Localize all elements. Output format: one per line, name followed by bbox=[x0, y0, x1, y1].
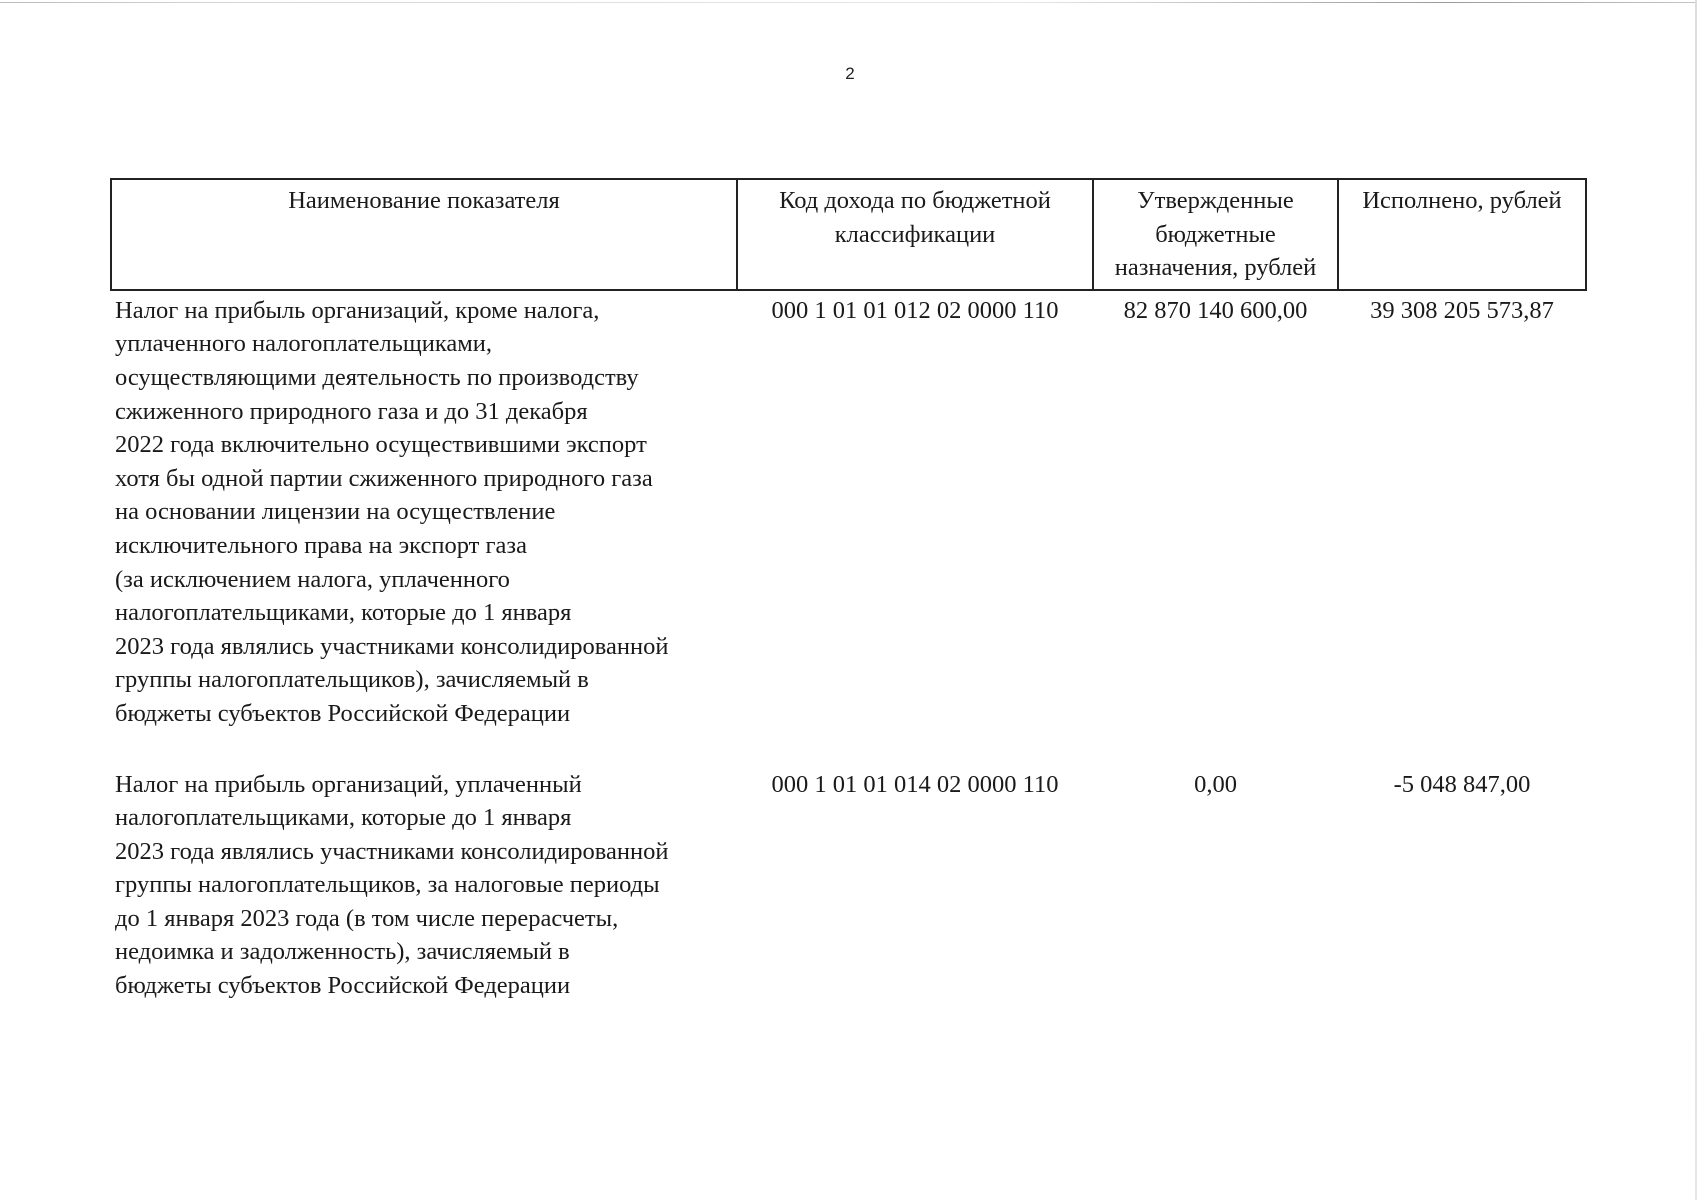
header-executed: Исполнено, рублей bbox=[1338, 179, 1586, 290]
table-row bbox=[111, 290, 1586, 765]
indicator-name: Налог на прибыль организаций, кроме налога, уплаченного налогоплательщиками, осуществляющими деятельность по производству сжиженного природного газа и до 31 декабря 2022 года включительно осуществившими экспорт хотя бы одной партии сжиженного природного газа на основании лицензии на осуществление исключительного права на экспорт газа (за исключением налога, уплаченного налогоплательщиками, которые до 1 января 2023 года являлись участниками консолидированной группы налогоплательщиков), зачисляемый в бюджеты субъектов Российской Федерации bbox=[115, 296, 669, 727]
executed-amount: 39 308 205 573,87 bbox=[1370, 296, 1554, 324]
approved-amount: 82 870 140 600,00 bbox=[1123, 296, 1308, 324]
header-row bbox=[111, 179, 1586, 290]
indicator-name: Налог на прибыль организаций, уплаченный налогоплательщиками, которые до 1 января 2023 года являлись участниками консолидированной группы налогоплательщиков, за налоговые периоды до 1 января 2023 года (в том числе перерасчеты, недоимка и задолженность), зачисляемый в бюджеты субъектов Российской Федерации bbox=[115, 770, 669, 1000]
scan-edge-top bbox=[0, 2, 1697, 3]
revenue-code: 000 1 01 01 014 02 0000 110 bbox=[771, 770, 1059, 798]
table-header bbox=[111, 179, 1586, 290]
table-row bbox=[111, 765, 1586, 1003]
approved-amount: 0,00 bbox=[1194, 770, 1237, 798]
header-approved-budget: Утвержденные бюджетные назначения, рублей bbox=[1093, 179, 1338, 290]
executed-amount: -5 048 847,00 bbox=[1393, 770, 1531, 798]
revenue-code: 000 1 01 01 012 02 0000 110 bbox=[771, 296, 1059, 324]
header-revenue-code: Код дохода по бюджетной классификации bbox=[737, 179, 1093, 290]
page-number: 2 bbox=[845, 64, 855, 83]
header-indicator-name: Наименование показателя bbox=[111, 179, 737, 290]
table-body bbox=[111, 290, 1586, 1003]
revenue-table bbox=[110, 178, 1587, 1003]
